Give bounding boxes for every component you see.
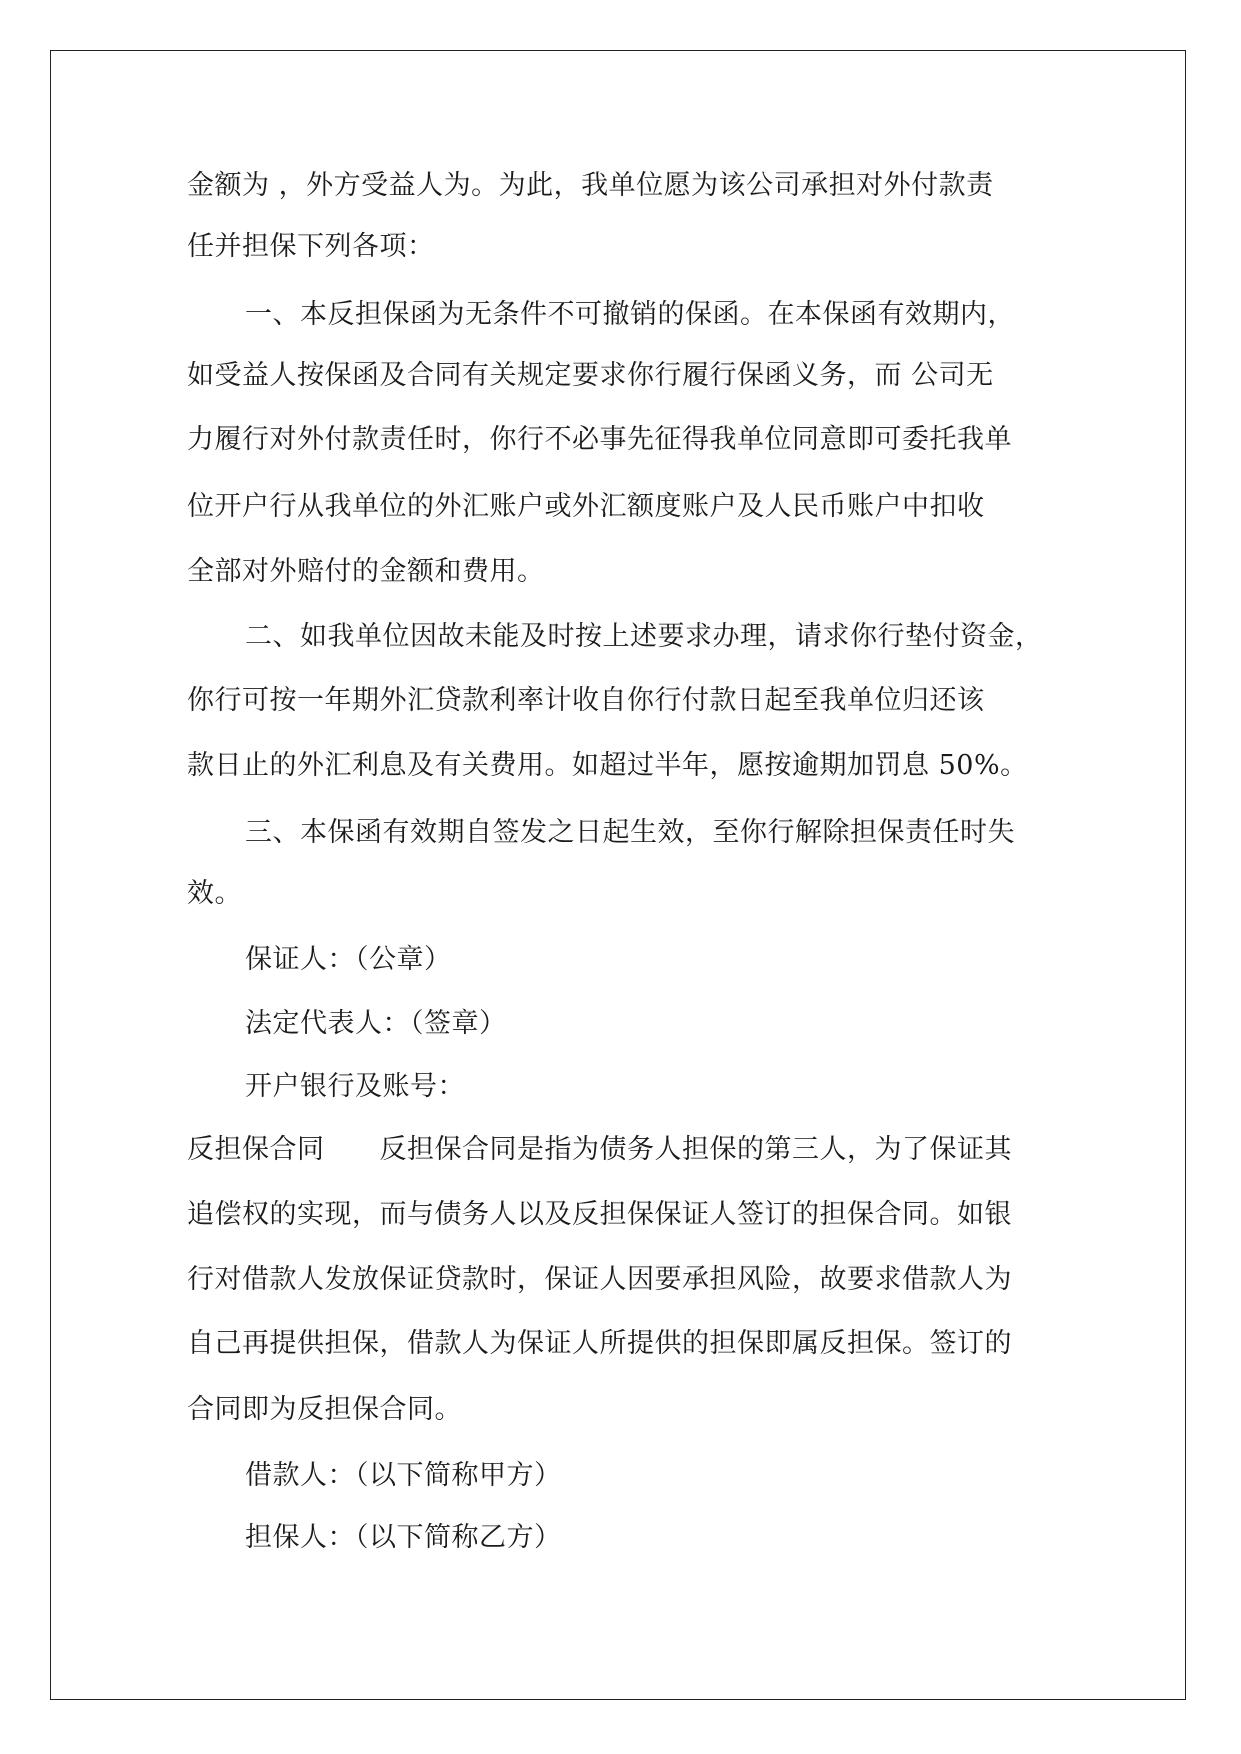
text-line: 款日止的外汇利息及有关费用。如超过半年，愿按逾期加罚息 50%。: [187, 750, 1028, 781]
text-line: 保证人：（公章）: [245, 944, 452, 975]
text-line: 借款人：（以下简称甲方）: [245, 1460, 562, 1491]
text-line: 金额为 ，外方受益人为。为此，我单位愿为该公司承担对外付款责: [187, 170, 994, 201]
text-line: 位开户行从我单位的外汇账户或外汇额度账户及人民币账户中扣收: [187, 491, 985, 522]
text-line: 如受益人按保函及合同有关规定要求你行履行保函义务，而 公司无: [187, 360, 994, 391]
text-line: 担保人：（以下简称乙方）: [245, 1522, 562, 1553]
text-line: 你行可按一年期外汇贷款利率计收自你行付款日起至我单位归还该: [187, 685, 985, 716]
text-line: 法定代表人：（签章）: [245, 1008, 507, 1039]
text-line: 效。: [187, 878, 242, 909]
text-line: 合同即为反担保合同。: [187, 1394, 462, 1425]
text-line: 追偿权的实现，而与债务人以及反担保保证人签订的担保合同。如银: [187, 1199, 1012, 1230]
text-line: 任并担保下列各项：: [187, 231, 435, 262]
text-line: 开户银行及账号：: [245, 1071, 465, 1102]
text-line: 三、本保函有效期自签发之日起生效，至你行解除担保责任时失: [245, 817, 1015, 848]
text-line: 行对借款人发放保证贷款时，保证人因要承担风险，故要求借款人为: [187, 1264, 1012, 1295]
text-line: 力履行对外付款责任时，你行不必事先征得我单位同意即可委托我单: [187, 424, 1012, 455]
text-line: 反担保合同 反担保合同是指为债务人担保的第三人，为了保证其: [187, 1134, 1012, 1165]
text-line: 一、本反担保函为无条件不可撤销的保函。在本保函有效期内，: [245, 299, 1015, 330]
text-line: 自己再提供担保，借款人为保证人所提供的担保即属反担保。签订的: [187, 1328, 1012, 1359]
text-line: 二、如我单位因故未能及时按上述要求办理，请求你行垫付资金，: [245, 621, 1043, 652]
text-line: 全部对外赔付的金额和费用。: [187, 556, 545, 587]
